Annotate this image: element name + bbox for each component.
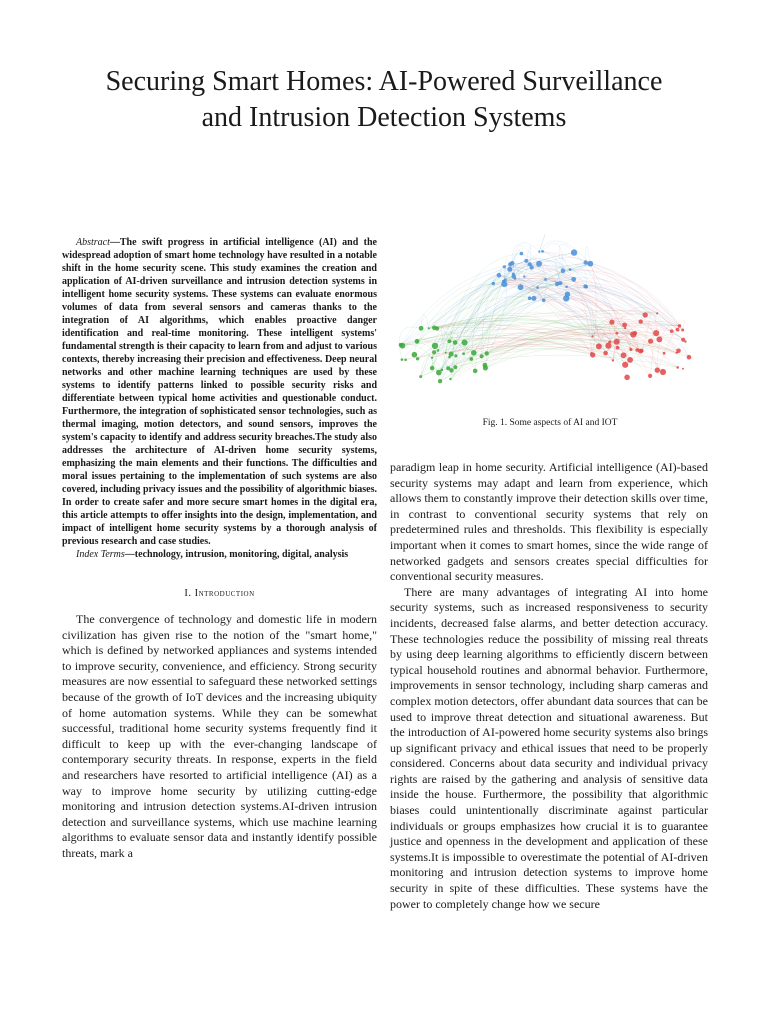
network-node bbox=[681, 338, 685, 342]
network-node bbox=[415, 339, 420, 344]
network-node bbox=[536, 261, 542, 267]
network-node bbox=[670, 329, 674, 333]
right-column bbox=[390, 460, 708, 912]
intro-paragraph: The convergence of technology and domestic life in modern civilization has given rise to the notion of the "smart home," which is defined by networked appliances and systems intended to improve security, convenience, and efficiency. Strong security measures are now essential to safeguard these networked settings because of the growth of IoT devices and the increasing ubiquity of home automation systems. While they can be somewhat successful, traditional home security systems frequently find it difficult to keep up with the ever-changing landscape of contemporary security threats. In response, experts in the field and researchers have resorted to artificial intelligence (AI) as a way to improve home security by utilizing cutting-edge monitoring and intrusion detection systems.AI-driven intrusion detection and surveillance systems, which use machine learning algorithms to evaluate sensor data and instantly identify possible threats, mark a bbox=[62, 612, 377, 860]
section-title: Introduction bbox=[194, 588, 255, 599]
network-node bbox=[473, 369, 478, 374]
abstract-lead: Abstract bbox=[76, 237, 110, 248]
network-node bbox=[497, 273, 502, 278]
network-node bbox=[565, 286, 568, 289]
network-node bbox=[565, 292, 570, 297]
network-node bbox=[404, 359, 407, 362]
network-node bbox=[518, 284, 524, 290]
figure-caption: Fig. 1. Some aspects of AI and IOT bbox=[482, 418, 618, 428]
network-node bbox=[643, 312, 648, 317]
network-node bbox=[555, 282, 559, 286]
network-node bbox=[616, 346, 620, 350]
network-node bbox=[656, 312, 658, 314]
network-node bbox=[412, 352, 418, 358]
network-node bbox=[480, 354, 484, 358]
network-node bbox=[536, 286, 539, 289]
network-node bbox=[453, 365, 457, 369]
network-node bbox=[681, 329, 684, 332]
network-node bbox=[660, 369, 666, 375]
network-node bbox=[636, 348, 640, 352]
network-node bbox=[462, 352, 465, 355]
network-node bbox=[504, 278, 507, 281]
abstract-text: —The swift progress in artificial intelligence (AI) and the widespread adoption of smart home technology have resulted in a notable shift in the home security scene. This study examines the creation and application of AI-driven surveillance and intrusion detection systems in intelligent home security systems. These systems can evaluate enormous volumes of data from several sensors and cameras thanks to the integration of AI algorithms, which enables proactive danger identification and real-time monitoring. These intelligent systems' fundamental strength is their capacity to learn from and adjust to various contexts, thereby increasing their precision and effectiveness. Deep neural networks and other machine learning techniques are used by these systems to identify patterns linked to possible security risks and differentiate between typical home activities and questionable conduct. Furthermore, the integration of sophisticated sensor technologies, such as thermal imaging, motion detectors, and sound sensors, improves the system's capacity to identify and address security breaches.The study also addresses the architecture of AI-driven home security systems, emphasizing the main elements and their functions. The difficulties and moral issues pertaining to the implementation of such systems are also covered, including privacy issues and the possibility of algorithmic biases. In order to create safer and more secure smart homes in the digital era, this article attempts to offer insights into the design, implementation, and impact of intelligent home security systems by a thorough analysis of previous research and case studies. bbox=[62, 237, 377, 547]
network-node bbox=[627, 357, 633, 363]
section-number: I. bbox=[184, 588, 195, 599]
network-node bbox=[542, 299, 546, 303]
network-node bbox=[629, 348, 632, 351]
network-node bbox=[587, 261, 593, 267]
network-node bbox=[603, 351, 608, 356]
network-node bbox=[528, 296, 532, 300]
network-node bbox=[676, 328, 680, 332]
network-node bbox=[432, 350, 436, 354]
network-node bbox=[571, 277, 576, 282]
network-node bbox=[445, 352, 447, 354]
network-node bbox=[585, 285, 588, 288]
network-node bbox=[492, 282, 495, 285]
network-node bbox=[648, 374, 652, 378]
network-node bbox=[485, 351, 489, 355]
network-node bbox=[446, 366, 450, 370]
network-node bbox=[612, 359, 614, 361]
network-node bbox=[655, 368, 660, 373]
network-node bbox=[621, 352, 627, 358]
network-node bbox=[590, 352, 592, 354]
index-terms-text: —technology, intrusion, monitoring, digital, analysis bbox=[124, 549, 349, 560]
network-node bbox=[471, 350, 477, 356]
network-node bbox=[531, 296, 536, 301]
network-node bbox=[544, 278, 547, 281]
network-node bbox=[454, 354, 457, 357]
figure-network-graph bbox=[390, 234, 710, 410]
network-node bbox=[483, 363, 488, 368]
network-node bbox=[523, 275, 525, 277]
network-node bbox=[430, 366, 435, 371]
network-node bbox=[571, 249, 577, 255]
network-node bbox=[538, 251, 540, 253]
network-node bbox=[399, 343, 403, 347]
network-node bbox=[432, 343, 438, 349]
right-paragraph-2: There are many advantages of integrating AI into home security systems, such as increased responsiveness to security incidents, decreased false alarms, and better detection accuracy. These technologies reduce the possibility of missing real threats by using deep learning algorithms to efficiently discern between typical household routines and abnormal behavior. Furthermore, improvements in sensor technology, including sharp cameras and complex motion detectors, offer abundant data sources that can be used to improve threat detection and situational awareness. But the introduction of AI-powered home security systems also brings up significant privacy and ethical issues that need to be properly considered. Concerns about data security and individual privacy rights are raised by the gathering and analysis of sensitive data inside the house. Furthermore, the possibility that algorithmic biases could unintentionally discriminate against particular individuals or groups emphasizes how crucial it is to guarantee justice and openness in the development and application of these systems.It is impossible to overestimate the potential of AI-driven monitoring and intrusion detection systems to improve home security in spite of these difficulties. These systems have the power to completely change how we secure bbox=[390, 584, 708, 911]
network-node bbox=[616, 332, 619, 335]
network-node bbox=[462, 340, 468, 346]
network-node bbox=[419, 326, 424, 331]
network-node bbox=[520, 252, 524, 256]
network-node bbox=[569, 268, 572, 271]
network-node bbox=[528, 262, 532, 266]
title-line-2: and Intrusion Detection Systems bbox=[201, 102, 567, 133]
network-node bbox=[416, 357, 419, 360]
network-node bbox=[503, 265, 506, 268]
network-node bbox=[441, 369, 444, 372]
network-node bbox=[510, 261, 515, 266]
index-terms bbox=[62, 548, 377, 561]
network-node bbox=[639, 319, 643, 323]
network-node bbox=[453, 340, 458, 345]
network-node bbox=[428, 327, 430, 329]
network-node bbox=[435, 326, 439, 330]
network-node bbox=[469, 357, 473, 361]
network-node bbox=[437, 349, 440, 352]
network-node bbox=[614, 339, 620, 345]
right-paragraph-1: paradigm leap in home security. Artificial intelligence (AI)-based security systems may adapt and learn from experience, which allows them to constantly improve their detection skills over time, in contrast to conventional security systems that rely on predetermined rules and thresholds. This flexibility is especially important when it comes to smart homes, since the wide range of networked gadgets and sensors creates special difficulties for conventional security measures. bbox=[390, 460, 708, 584]
network-graph-image bbox=[390, 234, 710, 410]
network-node bbox=[561, 268, 566, 273]
network-node bbox=[609, 320, 614, 325]
network-node bbox=[584, 260, 588, 264]
network-node bbox=[622, 323, 627, 328]
network-node bbox=[605, 343, 611, 349]
network-node bbox=[449, 378, 451, 380]
network-node bbox=[648, 339, 653, 344]
network-node bbox=[401, 358, 404, 361]
network-node bbox=[419, 375, 422, 378]
network-node bbox=[633, 331, 637, 335]
network-node bbox=[624, 327, 626, 329]
index-terms-lead: Index Terms bbox=[76, 549, 125, 560]
left-column bbox=[62, 236, 377, 862]
network-node bbox=[541, 250, 544, 253]
network-node bbox=[624, 375, 630, 381]
paper-title bbox=[40, 64, 728, 136]
network-node bbox=[663, 352, 666, 355]
abstract bbox=[62, 236, 377, 548]
network-edges bbox=[399, 234, 689, 381]
network-node bbox=[512, 274, 516, 278]
network-node bbox=[653, 330, 659, 336]
network-node bbox=[431, 357, 433, 359]
network-node bbox=[438, 379, 442, 383]
network-node bbox=[524, 259, 528, 263]
network-node bbox=[622, 362, 628, 368]
network-node bbox=[676, 366, 679, 369]
network-node bbox=[596, 343, 602, 349]
network-node bbox=[507, 267, 512, 272]
network-node bbox=[591, 335, 593, 337]
title-line-1: Securing Smart Homes: AI-Powered Surveillance bbox=[105, 66, 663, 97]
network-node bbox=[448, 339, 452, 343]
network-node bbox=[449, 352, 454, 357]
network-node bbox=[676, 349, 681, 354]
network-node bbox=[687, 355, 692, 360]
network-node bbox=[678, 324, 681, 327]
network-node bbox=[682, 368, 684, 370]
section-heading bbox=[62, 588, 377, 599]
network-node bbox=[657, 337, 663, 343]
